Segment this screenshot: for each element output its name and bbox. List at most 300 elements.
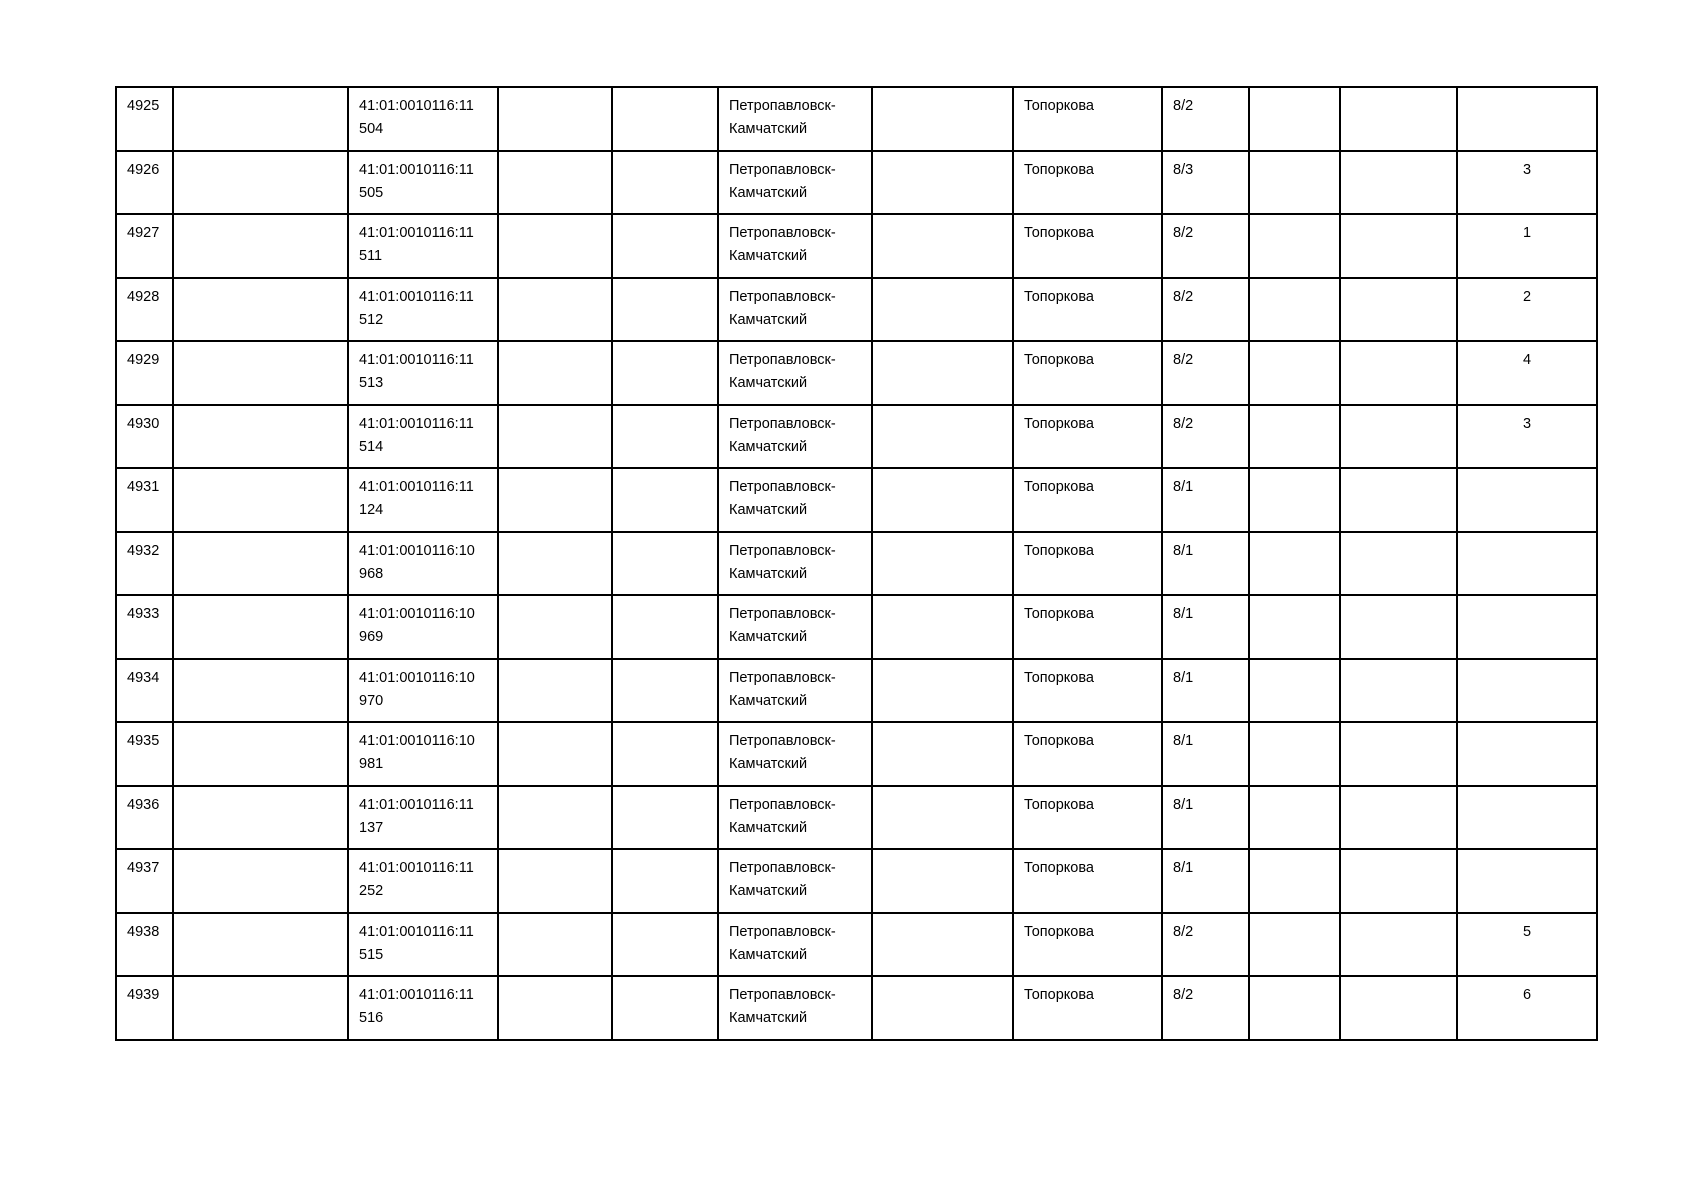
record-number: 4936 <box>127 796 160 813</box>
city-line-1: Петропавловск- <box>729 796 836 813</box>
empty-cell <box>173 659 348 723</box>
city-line-2: Камчатский <box>729 692 808 709</box>
city-line-2: Камчатский <box>729 311 808 328</box>
empty-cell <box>872 468 1013 532</box>
empty-cell <box>498 214 612 278</box>
cadastral-number-line-2: 515 <box>359 946 384 963</box>
street-cell <box>1013 87 1162 151</box>
city-line-1: Петропавловск- <box>729 733 836 749</box>
house-cell <box>1162 151 1249 215</box>
empty-cell <box>1340 278 1457 342</box>
quantity-value: 6 <box>1522 987 1532 1003</box>
cadastral-number-line-2: 252 <box>359 883 384 899</box>
house-cell <box>1162 341 1249 405</box>
house-cell <box>1162 722 1249 786</box>
city-line-2: Камчатский <box>729 1010 808 1026</box>
house-number: 8/1 <box>1173 479 1194 495</box>
empty-cell <box>612 405 718 469</box>
empty-cell <box>612 976 718 1040</box>
empty-cell <box>872 214 1013 278</box>
cadastral-number-line-1: 41:01:0010116:11 <box>359 479 474 495</box>
empty-cell <box>872 151 1013 215</box>
city-line-1: Петропавловск- <box>729 923 836 940</box>
empty-cell <box>1340 722 1457 786</box>
city-cell <box>718 849 872 913</box>
empty-cell <box>612 595 718 659</box>
table-row <box>116 849 1597 913</box>
record-number-cell <box>116 87 173 151</box>
table-row <box>116 151 1597 215</box>
record-number: 4938 <box>127 923 160 940</box>
empty-cell <box>173 87 348 151</box>
empty-cell <box>872 341 1013 405</box>
empty-cell <box>1249 595 1340 659</box>
record-number: 4935 <box>127 733 160 749</box>
house-cell <box>1162 405 1249 469</box>
cadastral-number-line-2: 137 <box>359 819 384 836</box>
city-cell <box>718 976 872 1040</box>
city-line-1: Петропавловск- <box>729 415 836 432</box>
street-name: Топоркова <box>1024 352 1094 368</box>
empty-cell <box>872 405 1013 469</box>
empty-cell <box>173 151 348 215</box>
empty-cell <box>1249 405 1340 469</box>
registry-body <box>116 87 1597 1040</box>
table-row <box>116 659 1597 723</box>
quantity-cell <box>1457 405 1597 469</box>
quantity-cell <box>1457 532 1597 596</box>
street-cell <box>1013 595 1162 659</box>
house-number: 8/1 <box>1173 796 1194 813</box>
quantity-cell <box>1457 278 1597 342</box>
street-cell <box>1013 913 1162 977</box>
record-number-cell <box>116 468 173 532</box>
empty-cell <box>173 341 348 405</box>
street-cell <box>1013 341 1162 405</box>
city-line-2: Камчатский <box>729 946 808 963</box>
city-cell <box>718 532 872 596</box>
empty-cell <box>1249 976 1340 1040</box>
city-line-1: Петропавловск- <box>729 352 836 368</box>
empty-cell <box>173 849 348 913</box>
cadastral-number-line-1: 41:01:0010116:11 <box>359 225 474 241</box>
table-row <box>116 468 1597 532</box>
house-cell <box>1162 976 1249 1040</box>
city-cell <box>718 913 872 977</box>
city-line-1: Петропавловск- <box>729 225 836 241</box>
empty-cell <box>612 532 718 596</box>
table-row <box>116 976 1597 1040</box>
street-cell <box>1013 976 1162 1040</box>
cadastral-number-cell <box>348 849 498 913</box>
house-cell <box>1162 913 1249 977</box>
empty-cell <box>1340 849 1457 913</box>
quantity-value: 5 <box>1522 923 1532 940</box>
street-name: Топоркова <box>1024 669 1094 686</box>
street-cell <box>1013 151 1162 215</box>
record-number-cell <box>116 849 173 913</box>
cadastral-number-line-2: 968 <box>359 565 384 582</box>
record-number-cell <box>116 341 173 405</box>
street-name: Топоркова <box>1024 542 1094 559</box>
house-number: 8/1 <box>1173 669 1194 686</box>
record-number: 4926 <box>127 161 160 178</box>
record-number: 4932 <box>127 542 160 559</box>
city-line-2: Камчатский <box>729 184 808 201</box>
cadastral-number-cell <box>348 468 498 532</box>
record-number-cell <box>116 278 173 342</box>
empty-cell <box>612 214 718 278</box>
street-name: Топоркова <box>1024 796 1094 813</box>
empty-cell <box>498 913 612 977</box>
empty-cell <box>173 468 348 532</box>
quantity-cell <box>1457 468 1597 532</box>
record-number-cell <box>116 976 173 1040</box>
city-cell <box>718 722 872 786</box>
cadastral-number-line-1: 41:01:0010116:11 <box>359 98 474 114</box>
empty-cell <box>872 849 1013 913</box>
cadastral-number-line-2: 514 <box>359 438 384 455</box>
cadastral-number-line-1: 41:01:0010116:11 <box>359 415 474 432</box>
empty-cell <box>872 595 1013 659</box>
city-line-2: Камчатский <box>729 756 808 772</box>
empty-cell <box>1340 468 1457 532</box>
empty-cell <box>498 151 612 215</box>
empty-cell <box>498 976 612 1040</box>
cadastral-number-line-2: 981 <box>359 756 384 772</box>
city-line-2: Камчатский <box>729 565 808 582</box>
quantity-value: 1 <box>1522 225 1532 241</box>
city-line-2: Камчатский <box>729 121 808 137</box>
empty-cell <box>1340 405 1457 469</box>
empty-cell <box>173 532 348 596</box>
empty-cell <box>872 722 1013 786</box>
cadastral-number-cell <box>348 151 498 215</box>
empty-cell <box>872 659 1013 723</box>
cadastral-number-line-1: 41:01:0010116:10 <box>359 733 475 749</box>
empty-cell <box>612 468 718 532</box>
house-number: 8/2 <box>1173 98 1194 114</box>
record-number: 4939 <box>127 987 160 1003</box>
empty-cell <box>1249 341 1340 405</box>
house-cell <box>1162 278 1249 342</box>
record-number: 4931 <box>127 479 160 495</box>
empty-cell <box>612 659 718 723</box>
empty-cell <box>498 341 612 405</box>
cadastral-number-line-2: 969 <box>359 629 384 645</box>
record-number: 4925 <box>127 98 160 114</box>
quantity-cell <box>1457 786 1597 850</box>
empty-cell <box>1340 913 1457 977</box>
street-name: Топоркова <box>1024 161 1094 178</box>
empty-cell <box>173 722 348 786</box>
cadastral-number-line-1: 41:01:0010116:10 <box>359 542 475 559</box>
cadastral-number-line-2: 516 <box>359 1010 384 1026</box>
quantity-value: 3 <box>1522 415 1532 432</box>
quantity-value: 2 <box>1522 288 1532 305</box>
house-cell <box>1162 786 1249 850</box>
empty-cell <box>1249 151 1340 215</box>
empty-cell <box>872 532 1013 596</box>
record-number-cell <box>116 913 173 977</box>
cadastral-number-cell <box>348 913 498 977</box>
quantity-value: 4 <box>1522 352 1532 368</box>
table-row <box>116 786 1597 850</box>
city-line-1: Петропавловск- <box>729 860 836 876</box>
city-cell <box>718 468 872 532</box>
cadastral-number-line-1: 41:01:0010116:11 <box>359 288 474 305</box>
empty-cell <box>173 976 348 1040</box>
record-number: 4930 <box>127 415 160 432</box>
house-number: 8/2 <box>1173 225 1194 241</box>
empty-cell <box>612 151 718 215</box>
city-cell <box>718 595 872 659</box>
empty-cell <box>173 913 348 977</box>
cadastral-number-line-1: 41:01:0010116:11 <box>359 923 474 940</box>
cadastral-number-cell <box>348 976 498 1040</box>
empty-cell <box>498 595 612 659</box>
record-number: 4934 <box>127 669 160 686</box>
empty-cell <box>498 722 612 786</box>
house-number: 8/2 <box>1173 923 1194 940</box>
street-cell <box>1013 532 1162 596</box>
record-number-cell <box>116 595 173 659</box>
empty-cell <box>173 405 348 469</box>
empty-cell <box>1249 722 1340 786</box>
house-cell <box>1162 214 1249 278</box>
empty-cell <box>1249 87 1340 151</box>
cadastral-number-cell <box>348 786 498 850</box>
cadastral-number-line-2: 970 <box>359 692 384 709</box>
empty-cell <box>1249 786 1340 850</box>
empty-cell <box>612 913 718 977</box>
record-number: 4928 <box>127 288 160 305</box>
house-cell <box>1162 659 1249 723</box>
city-cell <box>718 87 872 151</box>
table-row <box>116 87 1597 151</box>
empty-cell <box>498 468 612 532</box>
record-number-cell <box>116 786 173 850</box>
house-number: 8/1 <box>1173 860 1194 876</box>
empty-cell <box>1340 659 1457 723</box>
quantity-cell <box>1457 151 1597 215</box>
quantity-value: 3 <box>1522 161 1532 178</box>
cadastral-number-line-2: 512 <box>359 311 384 328</box>
empty-cell <box>612 278 718 342</box>
city-line-2: Камчатский <box>729 438 808 455</box>
street-name: Топоркова <box>1024 225 1094 241</box>
empty-cell <box>612 786 718 850</box>
record-number-cell <box>116 532 173 596</box>
empty-cell <box>1249 214 1340 278</box>
city-cell <box>718 214 872 278</box>
street-cell <box>1013 468 1162 532</box>
city-cell <box>718 341 872 405</box>
cadastral-number-line-2: 124 <box>359 502 384 518</box>
cadastral-number-cell <box>348 532 498 596</box>
house-number: 8/2 <box>1173 288 1194 305</box>
cadastral-number-line-1: 41:01:0010116:11 <box>359 796 474 813</box>
house-number: 8/2 <box>1173 415 1194 432</box>
empty-cell <box>1249 468 1340 532</box>
city-line-1: Петропавловск- <box>729 161 836 178</box>
city-line-1: Петропавловск- <box>729 542 836 559</box>
city-line-1: Петропавловск- <box>729 98 836 114</box>
street-name: Топоркова <box>1024 860 1094 876</box>
quantity-cell <box>1457 849 1597 913</box>
cadastral-number-line-1: 41:01:0010116:10 <box>359 606 475 622</box>
empty-cell <box>872 976 1013 1040</box>
cadastral-number-line-1: 41:01:0010116:11 <box>359 161 474 178</box>
empty-cell <box>1249 532 1340 596</box>
cadastral-number-line-1: 41:01:0010116:11 <box>359 987 474 1003</box>
street-cell <box>1013 786 1162 850</box>
city-cell <box>718 659 872 723</box>
empty-cell <box>173 278 348 342</box>
empty-cell <box>1340 595 1457 659</box>
cadastral-number-line-1: 41:01:0010116:10 <box>359 669 475 686</box>
record-number: 4927 <box>127 225 160 241</box>
street-cell <box>1013 278 1162 342</box>
empty-cell <box>173 214 348 278</box>
empty-cell <box>612 341 718 405</box>
record-number-cell <box>116 722 173 786</box>
cadastral-number-line-2: 505 <box>359 184 384 201</box>
empty-cell <box>1340 214 1457 278</box>
cadastral-number-cell <box>348 341 498 405</box>
city-line-1: Петропавловск- <box>729 288 836 305</box>
table-row <box>116 595 1597 659</box>
house-number: 8/1 <box>1173 733 1194 749</box>
house-number: 8/1 <box>1173 606 1194 622</box>
empty-cell <box>872 913 1013 977</box>
empty-cell <box>498 532 612 596</box>
street-cell <box>1013 405 1162 469</box>
street-name: Топоркова <box>1024 288 1094 305</box>
city-cell <box>718 151 872 215</box>
street-name: Топоркова <box>1024 479 1094 495</box>
quantity-cell <box>1457 659 1597 723</box>
record-number-cell <box>116 151 173 215</box>
city-line-2: Камчатский <box>729 502 808 518</box>
street-cell <box>1013 659 1162 723</box>
street-cell <box>1013 849 1162 913</box>
empty-cell <box>1340 87 1457 151</box>
street-name: Топоркова <box>1024 606 1094 622</box>
city-cell <box>718 405 872 469</box>
record-number: 4933 <box>127 606 160 622</box>
city-cell <box>718 786 872 850</box>
table-row <box>116 405 1597 469</box>
cadastral-number-line-2: 511 <box>359 248 383 264</box>
empty-cell <box>612 87 718 151</box>
quantity-cell <box>1457 595 1597 659</box>
empty-cell <box>498 405 612 469</box>
empty-cell <box>498 659 612 723</box>
record-number-cell <box>116 405 173 469</box>
empty-cell <box>872 278 1013 342</box>
city-line-2: Камчатский <box>729 819 808 836</box>
table-row <box>116 278 1597 342</box>
street-name: Топоркова <box>1024 987 1094 1003</box>
quantity-cell <box>1457 87 1597 151</box>
street-name: Топоркова <box>1024 923 1094 940</box>
cadastral-number-cell <box>348 595 498 659</box>
cadastral-number-line-2: 513 <box>359 375 384 391</box>
table-row <box>116 913 1597 977</box>
empty-cell <box>612 849 718 913</box>
city-line-2: Камчатский <box>729 883 808 899</box>
city-line-2: Камчатский <box>729 248 808 264</box>
empty-cell <box>173 595 348 659</box>
empty-cell <box>1249 849 1340 913</box>
house-cell <box>1162 532 1249 596</box>
city-line-1: Петропавловск- <box>729 669 836 686</box>
house-number: 8/2 <box>1173 352 1194 368</box>
empty-cell <box>872 786 1013 850</box>
cadastral-number-cell <box>348 722 498 786</box>
cadastral-number-cell <box>348 278 498 342</box>
house-cell <box>1162 468 1249 532</box>
house-cell <box>1162 87 1249 151</box>
empty-cell <box>1249 278 1340 342</box>
city-line-2: Камчатский <box>729 629 808 645</box>
empty-cell <box>1249 659 1340 723</box>
empty-cell <box>498 849 612 913</box>
city-line-1: Петропавловск- <box>729 479 836 495</box>
registry-table <box>115 86 1598 1041</box>
record-number-cell <box>116 214 173 278</box>
empty-cell <box>498 278 612 342</box>
table-row <box>116 341 1597 405</box>
city-line-1: Петропавловск- <box>729 987 836 1003</box>
cadastral-number-cell <box>348 214 498 278</box>
empty-cell <box>498 87 612 151</box>
house-number: 8/3 <box>1173 161 1194 178</box>
empty-cell <box>1340 341 1457 405</box>
house-number: 8/2 <box>1173 987 1194 1003</box>
house-cell <box>1162 595 1249 659</box>
quantity-cell <box>1457 976 1597 1040</box>
empty-cell <box>498 786 612 850</box>
quantity-cell <box>1457 913 1597 977</box>
street-name: Топоркова <box>1024 98 1094 114</box>
record-number: 4937 <box>127 860 160 876</box>
quantity-cell <box>1457 214 1597 278</box>
city-line-2: Камчатский <box>729 375 808 391</box>
record-number-cell <box>116 659 173 723</box>
cadastral-number-cell <box>348 405 498 469</box>
empty-cell <box>612 722 718 786</box>
cadastral-number-cell <box>348 659 498 723</box>
empty-cell <box>173 786 348 850</box>
cadastral-number-line-1: 41:01:0010116:11 <box>359 860 474 876</box>
empty-cell <box>1340 151 1457 215</box>
empty-cell <box>1340 976 1457 1040</box>
empty-cell <box>1340 532 1457 596</box>
street-cell <box>1013 722 1162 786</box>
cadastral-number-line-1: 41:01:0010116:11 <box>359 352 474 368</box>
quantity-cell <box>1457 341 1597 405</box>
empty-cell <box>1340 786 1457 850</box>
empty-cell <box>1249 913 1340 977</box>
quantity-cell <box>1457 722 1597 786</box>
table-row <box>116 214 1597 278</box>
house-number: 8/1 <box>1173 542 1194 559</box>
record-number: 4929 <box>127 352 160 368</box>
street-name: Топоркова <box>1024 415 1094 432</box>
city-cell <box>718 278 872 342</box>
